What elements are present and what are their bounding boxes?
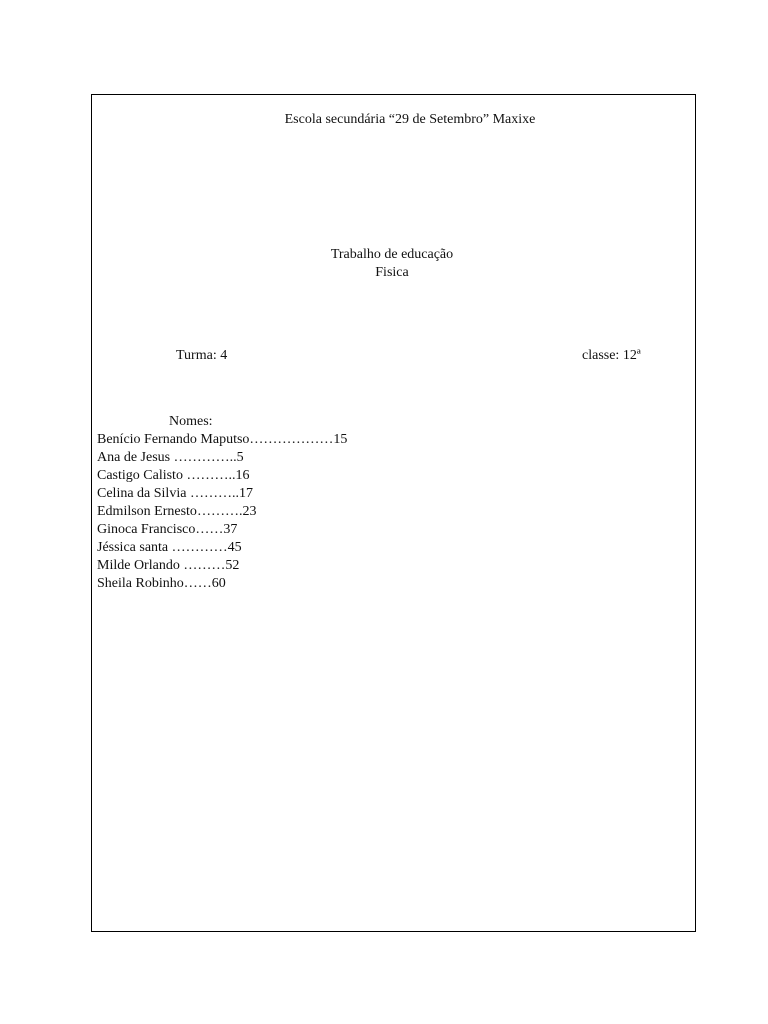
work-title: Trabalho de educação (330, 247, 454, 262)
subject-title: Fisica (375, 265, 409, 280)
student-leader: ………….. (170, 450, 237, 465)
student-leader: ……… (179, 558, 226, 573)
grade-level: classe: 12ª (582, 348, 641, 363)
student-name: Celina da Silvia (97, 486, 187, 501)
student-row (97, 557, 347, 575)
student-name: Castigo Calisto (97, 468, 183, 483)
student-name: Jéssica santa (97, 540, 169, 555)
student-number: 37 (223, 522, 238, 537)
school-name: Escola secundária “29 de Setembro” Maxixe (284, 112, 536, 127)
student-name: Edmilson Ernesto (97, 504, 197, 519)
student-number: 17 (238, 486, 253, 501)
student-leader: ………… (168, 540, 228, 555)
student-number: 5 (236, 450, 244, 465)
student-leader: ……………… (249, 432, 334, 447)
student-list (97, 413, 347, 593)
student-name: Milde Orlando (97, 558, 180, 573)
names-heading: Nomes: (169, 414, 213, 429)
student-leader: …… (183, 576, 212, 591)
student-number: 16 (235, 468, 250, 483)
student-number: 60 (211, 576, 226, 591)
student-leader: …… (195, 522, 224, 537)
student-row (97, 503, 347, 521)
student-row (97, 467, 347, 485)
class-group: Turma: 4 (176, 348, 228, 363)
student-name: Ginoca Francisco (97, 522, 196, 537)
student-row (97, 449, 347, 467)
student-leader: ………. (196, 504, 243, 519)
student-name: Sheila Robinho (97, 576, 184, 591)
student-name: Ana de Jesus (97, 450, 171, 465)
student-row (97, 485, 347, 503)
student-leader: ……….. (182, 468, 236, 483)
student-row (97, 521, 347, 539)
student-leader: ……….. (186, 486, 239, 501)
student-number: 45 (227, 540, 242, 555)
student-row (97, 431, 347, 449)
student-row (97, 539, 347, 557)
student-name: Benício Fernando Maputso (97, 432, 250, 447)
student-row (97, 575, 347, 593)
student-number: 15 (333, 432, 348, 447)
student-number: 52 (225, 558, 240, 573)
student-number: 23 (242, 504, 257, 519)
